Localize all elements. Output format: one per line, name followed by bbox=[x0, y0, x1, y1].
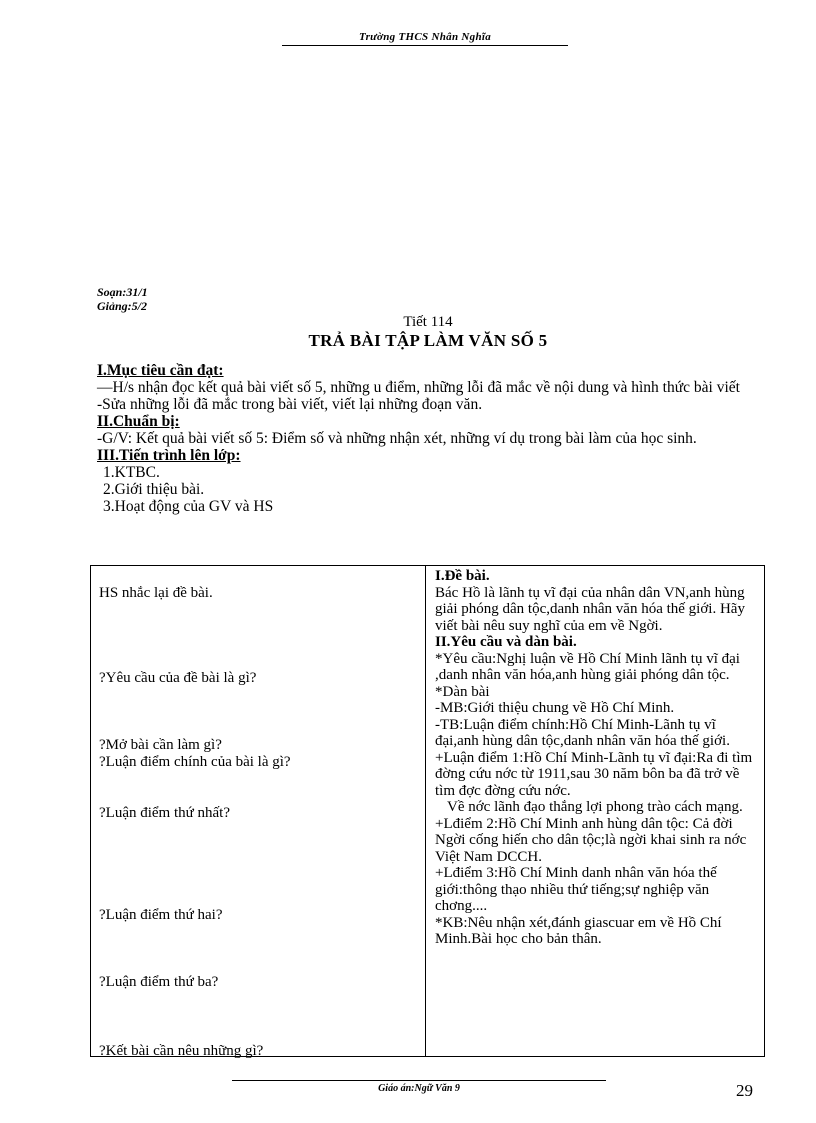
objective-line: —H/s nhận đọc kết quả bài viết số 5, những u điểm, những lỗi đã mắc về nội dung và hình thức bài viết bbox=[97, 379, 740, 396]
teacher-question: ?Luận điểm chính của bài là gì? bbox=[99, 754, 291, 770]
table-divider bbox=[425, 566, 426, 1056]
teacher-question: ?Yêu cầu của đề bài là gì? bbox=[99, 670, 257, 686]
page-footer: Giáo án:Ngữ Văn 9 bbox=[378, 1083, 460, 1094]
soan-date: Soạn:31/1 bbox=[97, 285, 148, 299]
answer-text: Về nớc lãnh đạo thắng lợi phong trào cách mạng. bbox=[447, 799, 743, 815]
answer-text: -MB:Giới thiệu chung về Hồ Chí Minh. bbox=[435, 700, 675, 716]
answer-text: +Luận điểm 1:Hồ Chí Minh-Lãnh tụ vĩ đại:Ra đi tìm đờng cứu nớc từ 1911,sau 30 năm bôn ba đã trở về tìm đợc đờng cứu nớc. bbox=[435, 749, 753, 799]
answer-text: Bác Hồ là lãnh tụ vĩ đại của nhân dân VN,anh hùng giải phóng dân tộc,danh nhân văn hóa thế giới. Hãy viết bài nêu suy nghĩ của em về Ngời. bbox=[435, 584, 745, 634]
teacher-question: HS nhắc lại đề bài. bbox=[99, 585, 213, 601]
procedure-item: 1.KTBC. bbox=[103, 464, 160, 481]
footer-rule bbox=[232, 1080, 606, 1081]
answer-text: *KB:Nêu nhận xét,đánh giascuar em về Hồ Chí Minh.Bài học cho bản thân. bbox=[435, 914, 722, 947]
section-heading-procedure: III.Tiến trình lên lớp: bbox=[97, 447, 241, 464]
teacher-question: ?Mở bài cần làm gì? bbox=[99, 737, 222, 753]
objective-line: -Sửa những lỗi đã mắc trong bài viết, viết lại những đoạn văn. bbox=[97, 396, 483, 413]
answer-heading: I.Đề bài. bbox=[435, 568, 490, 584]
section-heading-objectives: I.Mục tiêu cần đạt: bbox=[97, 362, 224, 379]
preparation-line: -G/V: Kết quả bài viết số 5: Điểm số và những nhận xét, những ví dụ trong bài làm của học sinh. bbox=[97, 430, 697, 447]
answer-text: +Lđiểm 3:Hồ Chí Minh danh nhân văn hóa thế giới:thông thạo nhiều thứ tiếng;sự nghiệp văn chơng.... bbox=[435, 865, 717, 914]
answer-text: -TB:Luận điểm chính:Hồ Chí Minh-Lãnh tụ vĩ đại,anh hùng dân tộc,danh nhân văn hóa thế giới. bbox=[435, 716, 730, 749]
lesson-body bbox=[97, 362, 757, 515]
page-header: Trường THCS Nhân Nghĩa bbox=[282, 31, 568, 46]
activity-table bbox=[90, 565, 765, 1057]
answer-text: *Dàn bài bbox=[435, 683, 490, 700]
teacher-question: ?Kết bài cần nêu những gì? bbox=[99, 1043, 264, 1059]
page-number: 29 bbox=[736, 1081, 753, 1100]
answer-heading: II.Yêu cầu và dàn bài. bbox=[435, 634, 577, 650]
answer-column bbox=[435, 568, 760, 948]
lesson-number: Tiết 114 bbox=[403, 314, 453, 330]
teacher-question: ?Luận điểm thứ nhất? bbox=[99, 805, 231, 821]
section-heading-preparation: II.Chuẩn bị: bbox=[97, 413, 180, 430]
giang-date: Giảng:5/2 bbox=[97, 299, 148, 313]
date-info bbox=[97, 285, 148, 313]
answer-text: +Lđiểm 2:Hồ Chí Minh anh hùng dân tộc: Cả đời Ngời cống hiến cho dân tộc;là ngời khai sinh ra nớc Việt Nam DCCH. bbox=[435, 815, 747, 865]
procedure-item: 3.Hoạt động của GV và HS bbox=[103, 498, 274, 515]
answer-text: *Yêu cầu:Nghị luận về Hồ Chí Minh lãnh tụ vĩ đại ,danh nhân văn hóa,anh hùng giải phóng dân tộc. bbox=[435, 650, 740, 683]
procedure-item: 2.Giới thiệu bài. bbox=[103, 481, 205, 498]
teacher-question: ?Luận điểm thứ ba? bbox=[99, 974, 219, 990]
lesson-title: TRẢ BÀI TẬP LÀM VĂN SỐ 5 bbox=[308, 331, 548, 350]
teacher-question: ?Luận điểm thứ hai? bbox=[99, 907, 223, 923]
